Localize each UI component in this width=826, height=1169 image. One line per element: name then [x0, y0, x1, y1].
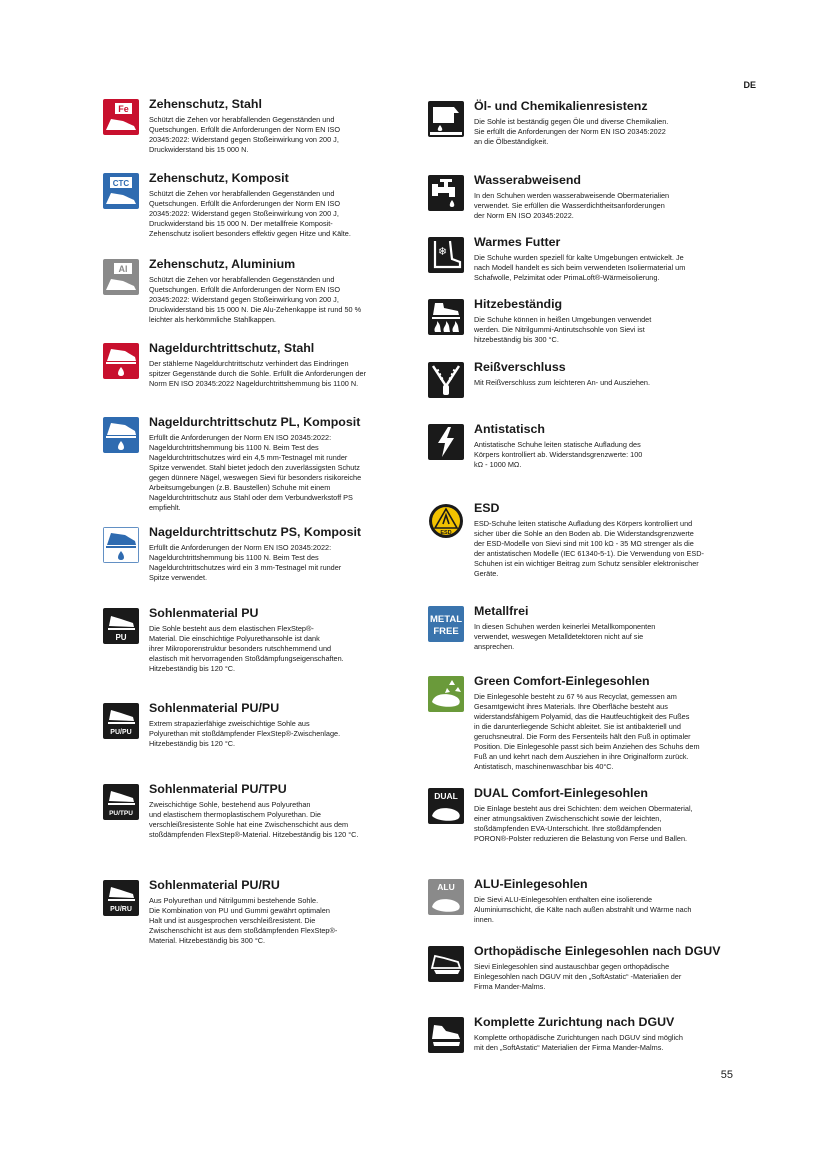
pu-tpu-sole-icon [103, 784, 139, 820]
feature-title: Orthopädische Einlegesohlen nach DGUV [474, 944, 721, 958]
pu-sole-icon [103, 608, 139, 644]
ps-composite-midsole-icon [103, 527, 139, 563]
snowflake-boot-icon [428, 237, 464, 273]
svg-text:ALU: ALU [437, 882, 455, 892]
svg-text:METAL: METAL [429, 614, 463, 625]
feature-title: Zehenschutz, Stahl [149, 97, 262, 111]
svg-text:PU/TPU: PU/TPU [109, 810, 133, 817]
page-number: 55 [720, 1069, 733, 1081]
feature-title: Zehenschutz, Komposit [149, 171, 289, 185]
feature-title: ESD [474, 501, 500, 515]
pl-composite-midsole-icon [103, 417, 139, 453]
fe-toe-cap-icon [103, 99, 139, 135]
feature-title: Öl- und Chemikalienresistenz [474, 99, 648, 113]
feature-title: Nageldurchtrittschutz PS, Komposit [149, 525, 362, 539]
svg-text:FREE: FREE [433, 626, 459, 637]
al-toe-cap-icon [103, 259, 139, 295]
language-label: DE [743, 80, 756, 90]
feature-title: Sohlenmaterial PU/PU [149, 701, 280, 715]
green-insole-icon [428, 676, 464, 712]
feature-title: Zehenschutz, Aluminium [149, 257, 296, 271]
icon-label: CTC [112, 179, 130, 188]
icon-label: Fe [118, 104, 129, 114]
feature-title: Antistatisch [474, 422, 545, 436]
water-tap-icon [428, 175, 464, 211]
pu-ru-sole-icon [103, 880, 139, 916]
feature-title: Warmes Futter [474, 235, 561, 249]
feature-title: Sohlenmaterial PU/RU [149, 878, 280, 892]
dual-insole-icon [428, 788, 464, 824]
feature-title: Sohlenmaterial PU [149, 606, 259, 620]
orthopedic-shoe-icon [428, 1017, 464, 1053]
orthopedic-insole-icon [428, 946, 464, 982]
oil-chemical-icon [428, 101, 464, 137]
feature-title: Wasserabweisend [474, 173, 581, 187]
lightning-icon [428, 424, 464, 460]
metal-free-icon [428, 606, 464, 642]
svg-text:ESD: ESD [440, 530, 452, 536]
svg-text:DUAL: DUAL [434, 791, 458, 801]
feature-title: DUAL Comfort-Einlegesohlen [474, 786, 648, 800]
feature-title: Nageldurchtrittschutz, Stahl [149, 341, 315, 355]
pu-pu-sole-icon [103, 703, 139, 739]
alu-insole-icon [428, 879, 464, 915]
icon-label: Al [118, 264, 128, 274]
zipper-icon [428, 362, 464, 398]
feature-title: Nageldurchtrittschutz PL, Komposit [149, 415, 361, 429]
svg-text:PU: PU [115, 633, 127, 642]
ctc-toe-cap-icon [103, 173, 139, 209]
heat-shoe-icon [428, 299, 464, 335]
esd-icon [428, 503, 464, 539]
feature-title: Sohlenmaterial PU/TPU [149, 782, 287, 796]
feature-title: Green Comfort-Einlegesohlen [474, 674, 650, 688]
svg-text:PU/RU: PU/RU [110, 906, 132, 913]
feature-title: Metallfrei [474, 604, 529, 618]
feature-title: Komplette Zurichtung nach DGUV [474, 1015, 675, 1029]
feature-title: Reißverschluss [474, 360, 566, 374]
svg-text:PU/PU: PU/PU [110, 729, 132, 736]
feature-title: Hitzebeständig [474, 297, 563, 311]
svg-text:❄: ❄ [437, 245, 448, 258]
steel-midsole-icon [103, 343, 139, 379]
feature-title: ALU-Einlegesohlen [474, 877, 588, 891]
